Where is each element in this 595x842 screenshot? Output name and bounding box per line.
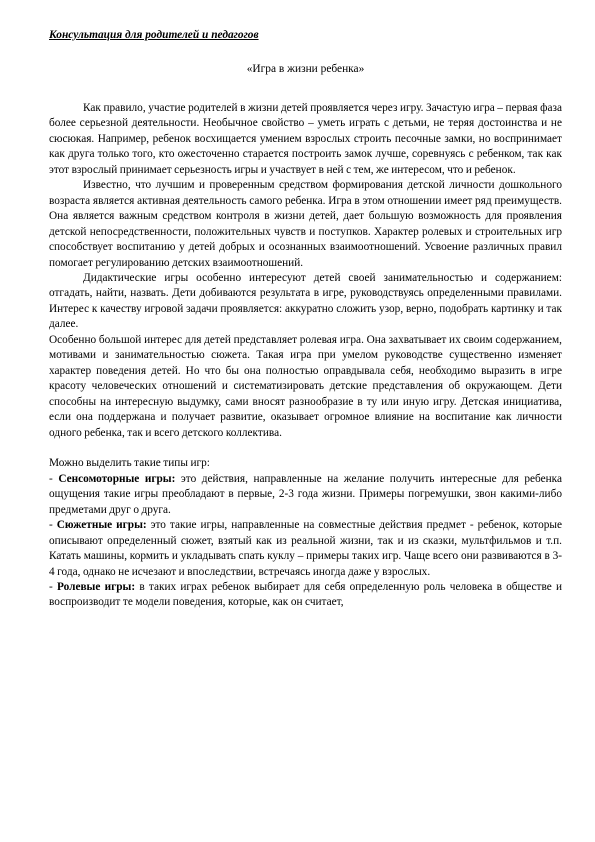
list-item-prefix: - [49,581,57,594]
consultation-heading: Консультация для родителей и педагогов [49,29,259,41]
list-item-text: это такие игры, направленные на совместные действия предмет - ребенок, которые описывают определенный сюжет, взятый как из реальной жизни, так и из сказки, мультфильмов и т.п. Катать машины, кормить и укладывать спать куклу – примеры таких игр. Чаще всего они развиваются в 3-4 года, однако не исчезают и впоследствии, встречаясь иногда даже у взрослых. [49,519,562,578]
paragraph-didactic-games: Дидактические игры особенно интересуют детей своей занимательностью и содержанием: отгадать, найти, назвать. Дети добиваются результата в игре, руководствуясь определенными правилами. Интерес к качеству игровой задачи проявляется: аккуратно сложить узор, верно, подобрать картинку и так далее. [49,271,562,331]
list-item-prefix: - [49,472,59,485]
list-item-term: Сюжетные игры: [56,519,147,532]
document-page [49,28,562,611]
paragraph-spacer [49,441,562,456]
game-types-list [49,472,562,611]
list-item-prefix: - [49,519,57,532]
types-intro: Можно выделить такие типы игр: [49,457,210,470]
list-item [49,518,562,580]
list-item-text: это действия, направленные на желание получить интересные для ребенка ощущения такие игры преобладают в первые, 2-3 года жизни. Примеры погремушки, звон какими-либо предметами друг о друга. [49,472,562,516]
paragraph-activity: Известно, что лучшим и проверенным средством формирования детской личности дошкольного возраста является активная деятельность самого ребенка. Игра в этом отношении имеет ряд преимуществ. Она является важным средством контроля в жизни детей, дает большую возможность для проявления детской непосредственности, положительных чувств и поступков. Характер ролевых и строительных игр способствует воспитанию у детей добрых и осознанных взаимоотношений. Усвоение различных правил помогает регулированию детских взаимоотношений. [49,179,562,269]
list-item [49,580,562,611]
paragraph-role-play: Особенно большой интерес для детей представляет ролевая игра. Она захватывает их своим содержанием, мотивами и занимательностью сюжета. Такая игра при умелом руководстве существенно изменяет характер поведения детей. Но что бы она полностью оправдывала себя, необходимо выразить в игре красоту человеческих отношений и систематизировать детские представления об окружающем. Дети способны на интересную выдумку, сами вносят разнообразие в ту или иную игру. Детская инициатива, если она поддержана и получает развитие, оказывает огромное влияние на воспитание как личности одного ребенка, так и всего детского коллектива. [49,333,562,439]
list-item-text: в таких играх ребенок выбирает для себя определенную роль человека в обществе и воспроизводит те модели поведения, которые, как он считает, [49,581,562,609]
list-item [49,472,562,518]
list-item-term: Сенсомоторные игры: [58,472,176,485]
paragraph-parents-play: Как правило, участие родителей в жизни детей проявляется через игру. Зачастую игра – первая фаза более серьезной деятельности. Необычное свойство – уметь играть с детьми, не теряя достоинства и не сюсюкая. Например, ребенок восхищается умением взрослых строить песочные замки, но воспринимает как друга только того, кто ожесточенно старается построить замок лучше, соревнуясь с ребенком, так как этот взрослый принимает серьезность игры и участвует в ней с тем, же интересом, что и ребенок. [49,102,562,176]
list-item-term: Ролевые игры: [56,581,136,594]
document-title: «Игра в жизни ребенка» [246,63,365,75]
